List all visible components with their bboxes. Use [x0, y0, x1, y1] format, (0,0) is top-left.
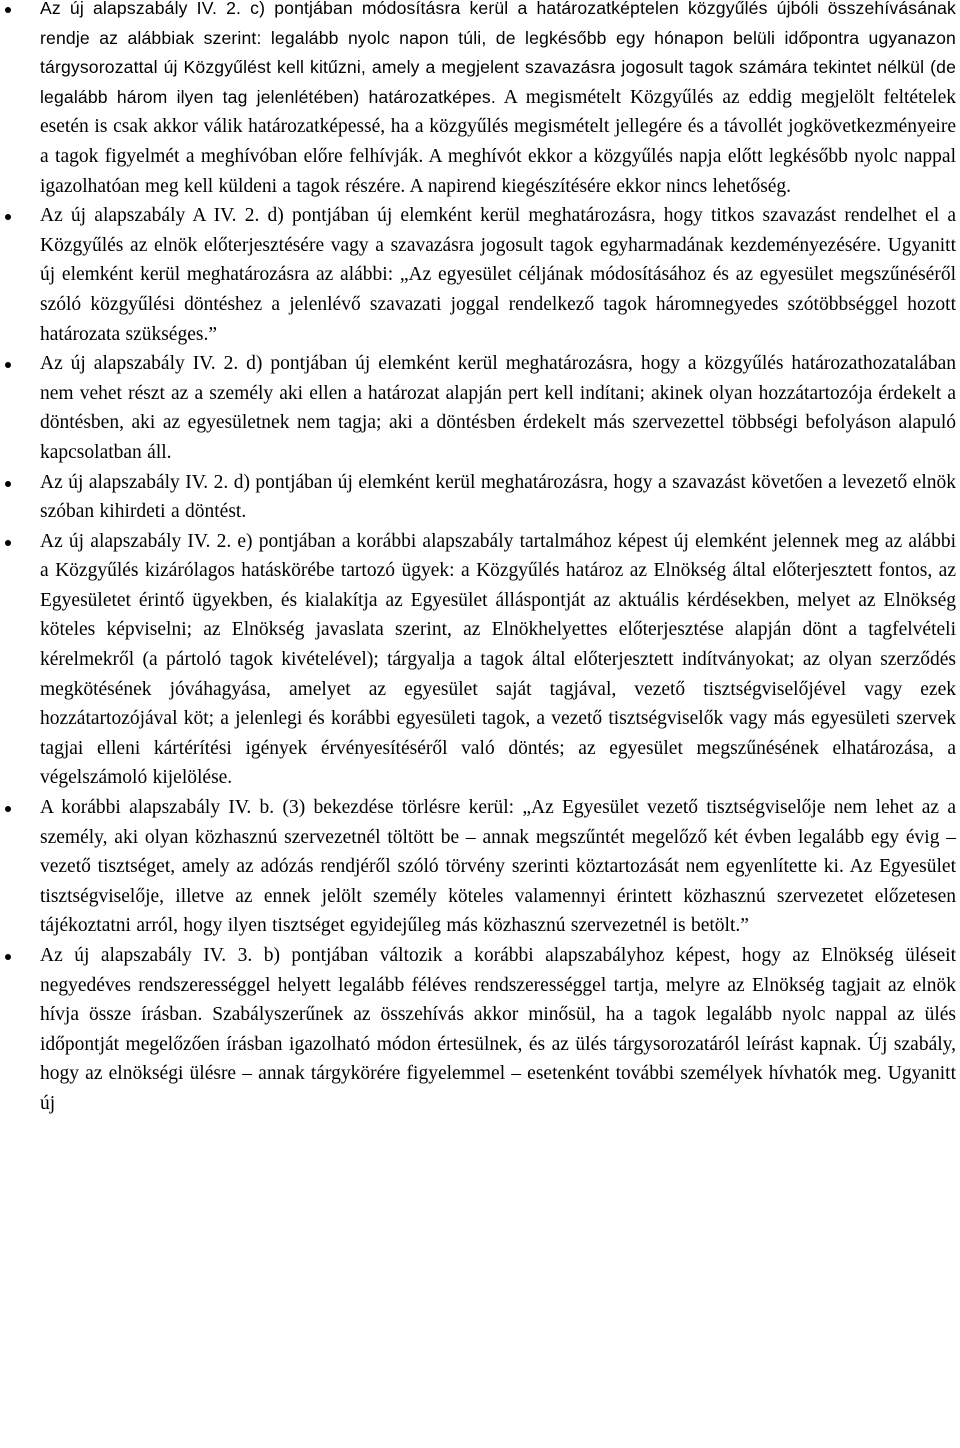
bullet-icon	[5, 362, 11, 368]
bullet-icon	[5, 540, 11, 546]
list-item	[0, 793, 960, 941]
list-item	[0, 527, 960, 793]
bullet-icon	[5, 954, 11, 960]
paragraph-text	[40, 0, 956, 201]
paragraph-text: Az új alapszabály IV. 3. b) pontjában változik a korábbi alapszabályhoz képest, hogy az Elnökség üléseit negyedéves rendszerességgel helyett legalább féléves rendszerességgel tartja, melyre az Elnökség tagjait az elnök hívja össze írásban. Szabályszerűnek az összehívás akkor minősül, ha a tagok legalább nyolc nappal az ülés időpontját megelőzően írásban igazolható módon értesülnek, és az ülés tárgysorozatáról leírást kapnak. Új szabály, hogy az elnökségi ülésre – annak tárgykörére figyelemmel – esetenként további személyek hívhatók meg. Ugyanitt új	[40, 945, 956, 1114]
list-item	[0, 0, 960, 201]
paragraph-text: Az új alapszabály A IV. 2. d) pontjában új elemként kerül meghatározásra, hogy titkos szavazást rendelhet el a Közgyűlés az elnök előterjesztésére vagy a szavazásra jogosult tagok egyharmadának kezdeményezésére. Ugyanitt új elemként kerül meghatározásra az alábbi: „Az egyesület céljának módosításához és az egyesület megszűnéséről szóló közgyűlési döntéshez a jelenlévő szavazati joggal rendelkező tagok háromnegyedes szótöbbséggel hozott határozata szükséges.”	[40, 205, 956, 345]
paragraph-text: Az új alapszabály IV. 2. e) pontjában a korábbi alapszabály tartalmához képest új elemként jelennek meg az alábbi a Közgyűlés kizárólagos hatáskörébe tartozó ügyek: a Közgyűlés határoz az Elnökség által előterjesztett fontos, az Egyesületet érintő ügyekben, és kialakítja az Egyesület álláspontját az aktuális kérdésekben, melyet az Elnökség köteles képviselni; az Elnökség javaslata szerint, az Elnökhelyettes előterjesztése alapján dönt a tagfelvételi kérelmekről (a pártoló tagok kivételével); tárgyalja a tagok által előterjesztett indítványokat; az olyan szerződés megkötésének jóváhagyása, amelyet az egyesület saját tagjával, vezető tisztségviselőjével vagy ezek hozzátartozójával köt; a jelenlegi és korábbi egyesületi tagok, a vezető tisztségviselők vagy más egyesületi szervek tagjai elleni kártérítési igények érvényesítéséről való döntés; az egyesület megszűnésének elhatározása, a végelszámoló kijelölése.	[40, 530, 956, 789]
list-item	[0, 941, 960, 1119]
paragraph-serif-text: A megismételt Közgyűlés az eddig megjelölt feltételek esetén is csak akkor válik határozatképessé, ha a közgyűlés megismételt jellegére és a távollét jogkövetkezményeire a tagok figyelmét a meghívóban előre felhívják. A meghívót ekkor a közgyűlés napja előtt legkésőbb nyolc nappal igazolhatóan meg kell küldeni a tagok részére. A napirend kiegészítésére ekkor nincs lehetőség.	[40, 86, 956, 197]
list-item	[0, 349, 960, 467]
list-item	[0, 468, 960, 527]
paragraph-text: Az új alapszabály IV. 2. d) pontjában új elemként kerül meghatározásra, hogy a közgyűlés határozathozatalában nem vehet részt az a személy aki ellen a határozat alapján pert kell indítani; akinek olyan hozzátartozója érdekelt a döntésben, aki az egyesületnek nem tagja; aki a döntésben érdekelt más szervezettel többségi befolyáson alapuló kapcsolatban áll.	[40, 353, 956, 463]
bullet-icon	[5, 7, 11, 13]
bullet-icon	[5, 806, 11, 812]
paragraph-text: A korábbi alapszabály IV. b. (3) bekezdése törlésre kerül: „Az Egyesület vezető tisztségviselője nem lehet az a személy, aki olyan közhasznú szervezetnél töltött be – annak megszűntét megelőző két évben legalább egy évig – vezető tisztséget, amely az adózás rendjéről szóló törvény szerinti köztartozását nem egyenlítette ki. Az Egyesület tisztségviselője, illetve az ennek jelölt személy köteles valamennyi érintett közhasznú szervezetet előzetesen tájékoztatni arról, hogy ilyen tisztséget egyidejűleg más közhasznú szervezetnél is betölt.”	[40, 797, 956, 937]
paragraph-text: Az új alapszabály IV. 2. d) pontjában új elemként kerül meghatározásra, hogy a szavazást követően a levezető elnök szóban kihirdeti a döntést.	[40, 471, 956, 523]
bullet-icon	[5, 481, 11, 487]
list-item	[0, 201, 960, 349]
paragraph-sans-text: Az új alapszabály IV. 2. c) pontjában módosításra kerül a határozatképtelen közgyűlés újbóli összehívásának rendje az alábbiak szerint: legalább nyolc napon túli, de legkésőbb egy hónapon belüli időpontra ugyanazon tárgysorozattal új Közgyűlést kell kitűzni, amely a megjelent szavazásra jogosult tagok számára tekintet nélkül (de legalább három ilyen tag jelenlétében) határozatképes.	[40, 0, 956, 107]
bullet-icon	[5, 214, 11, 220]
